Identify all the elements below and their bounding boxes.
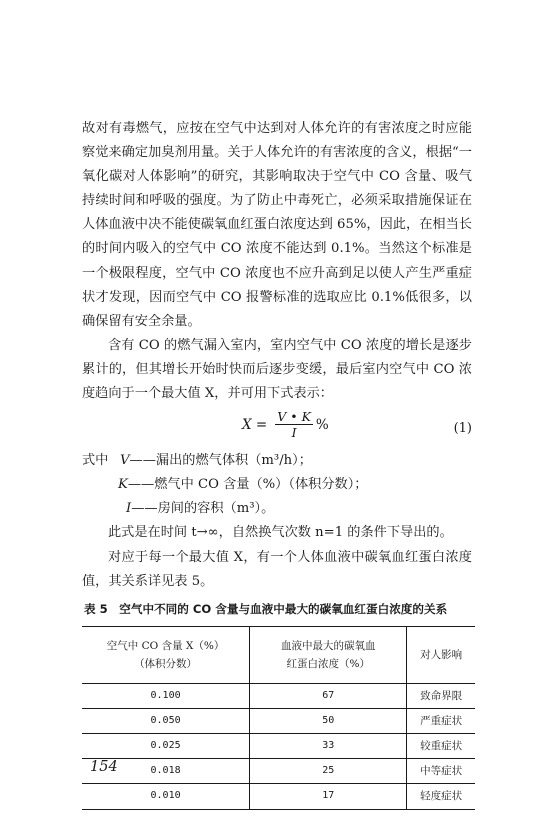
definition-row xyxy=(82,449,472,473)
definition-text: ——漏出的燃气体积（m³/h）； xyxy=(129,453,312,469)
table-row xyxy=(82,784,475,809)
cell-hbco: 17 xyxy=(250,784,407,809)
table-header-row xyxy=(82,626,475,683)
formula-numerator: V • K xyxy=(277,409,311,425)
table-row xyxy=(82,683,475,708)
header-line: （体积分数） xyxy=(134,657,198,670)
header-effect xyxy=(407,626,475,683)
formula xyxy=(242,409,329,440)
header-line: 红蛋白浓度（%） xyxy=(286,657,370,670)
definition-text: ——房间的容积（m³）。 xyxy=(131,501,275,517)
cell-co: 0.018 xyxy=(82,759,250,784)
cell-co: 0.010 xyxy=(82,784,250,809)
co-table xyxy=(82,626,475,810)
paragraph-3: 此式是在时间 t→∞，自然换气次数 n=1 的条件下导出的。 xyxy=(108,525,453,541)
cell-co: 0.100 xyxy=(82,683,250,708)
formula-fraction xyxy=(275,409,313,440)
header-line: 血液中最大的碳氧血 xyxy=(280,639,376,652)
cell-hbco: 50 xyxy=(250,708,407,733)
header-co-content xyxy=(82,626,250,683)
cell-effect: 较重症状 xyxy=(407,734,475,759)
cell-effect: 轻度症状 xyxy=(407,784,475,809)
variable-definitions xyxy=(82,449,472,521)
page-body xyxy=(82,117,472,810)
paragraph-1: 故对有毒燃气，应按在空气中达到对人体允许的有害浓度之时应能察觉来确定加臭剂用量。关于人体允许的有害浓度的含义，根据“一氧化碳对人体影响”的研究，其影响取决于空气中 CO 含量、吸气持续时间和呼吸的强度。为了防止中毒死亡，必须采取措施保证在人体血液中决不能使碳氧血红蛋白浓度达到 65%，因此，在相当长的时间内吸入的空气中 CO 浓度不能达到 0.1%。当然这个标准是一个极限程度，空气中 CO 浓度也不应升高到足以使人产生严重症状才发现，因而空气中 CO 报警标准的选取应比 0.1%低很多，以确保留有安全余量。 xyxy=(82,121,472,329)
header-line: 空气中 CO 含量 X（%） xyxy=(106,639,225,652)
formula-lhs: X = xyxy=(242,416,268,433)
cell-hbco: 33 xyxy=(250,734,407,759)
formula-denominator: I xyxy=(291,425,297,441)
page-number: 154 xyxy=(90,759,118,775)
cell-hbco: 25 xyxy=(250,759,407,784)
formula-row xyxy=(82,407,472,449)
definition-symbol: K xyxy=(118,477,128,493)
cell-hbco: 67 xyxy=(250,683,407,708)
definition-row xyxy=(82,473,472,497)
definition-row xyxy=(82,497,472,521)
definition-symbol: V xyxy=(120,453,130,469)
formula-number: (1) xyxy=(453,421,472,437)
table-row xyxy=(82,708,475,733)
cell-co: 0.025 xyxy=(82,734,250,759)
definition-text: ——燃气中 CO 含量（%）（体积分数）； xyxy=(127,477,368,493)
definition-symbol: I xyxy=(126,501,132,517)
formula-unit: % xyxy=(315,416,329,433)
header-hbco xyxy=(250,626,407,683)
cell-effect: 中等症状 xyxy=(407,759,475,784)
paragraph-4: 对应于每一个最大值 X，有一个人体血液中碳氧血红蛋白浓度值，其关系详见表 5。 xyxy=(82,549,472,589)
table-row xyxy=(82,734,475,759)
paragraph-2: 含有 CO 的燃气漏入室内，室内空气中 CO 浓度的增长是逐步累计的，但其增长开始时快而后逐步变缓，最后室内空气中 CO 浓度趋向于一个最大值 X，并可用下式表示： xyxy=(82,337,472,402)
definition-lead: 式中 xyxy=(82,453,109,469)
table-row xyxy=(82,759,475,784)
table-caption: 表 5 空气中不同的 CO 含量与血液中最大的碳氧血红蛋白浓度的关系 xyxy=(84,601,448,616)
cell-effect: 严重症状 xyxy=(407,708,475,733)
header-line: 对人影响 xyxy=(420,648,463,661)
cell-effect: 致命界限 xyxy=(407,683,475,708)
cell-co: 0.050 xyxy=(82,708,250,733)
